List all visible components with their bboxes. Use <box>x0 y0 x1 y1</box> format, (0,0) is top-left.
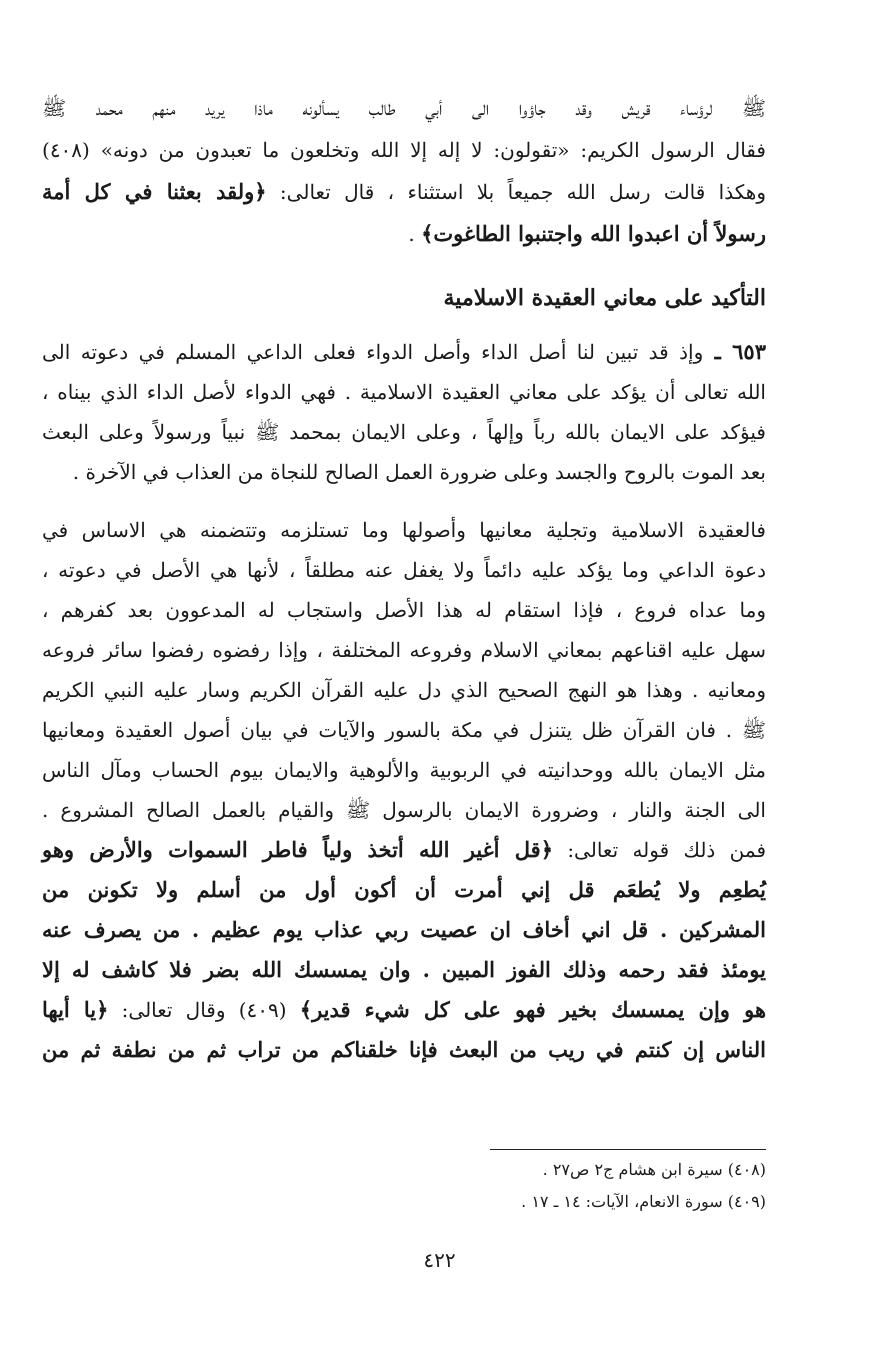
section-heading: التأكيد على معاني العقيدة الاسلامية <box>443 285 766 311</box>
paragraph-top-line <box>42 88 766 128</box>
bold-text: هو وإن يمسسك بخير فهو على كل شيء قدير﴾ <box>299 997 767 1022</box>
paragraph-aqida-line <box>42 870 766 910</box>
bold-text: ﴿ولقد بعثنا في كل أمة <box>42 179 267 204</box>
text-run: فقال الرسول الكريم: «تقولون: لا إله إلا الله وتخلعون ما تعبدون من دونه» (٤٠٨) <box>42 138 766 162</box>
text-run: بعد الموت بالروح والجسد وعلى ضرورة العمل الصالح للنجاة من العذاب في الآخرة . <box>72 460 766 484</box>
paragraph-top-line <box>42 214 766 254</box>
text-run: ﷺ . فان القرآن ظل يتنزل في مكة بالسور والآيات في بيان أصول العقيدة ومعانيها <box>42 718 766 742</box>
bold-text: ٦٥٣ ـ <box>703 339 766 364</box>
paragraph-aqida-line <box>42 590 766 630</box>
text-run: فالعقيدة الاسلامية وتجلية معانيها وأصولها وما تستلزمه وتتضمنه هي الاساس في <box>42 518 766 542</box>
paragraph-653-line <box>42 332 766 372</box>
text-run: الى الجنة والنار ، وضرورة الايمان بالرسول ﷺ والقيام بالعمل الصالح المشروع . <box>42 798 766 822</box>
bold-text: الناس إن كنتم في ريب من البعث فإنا خلقناكم من تراب ثم من نطفة ثم من <box>42 1037 766 1062</box>
paragraph-aqida-line <box>42 630 766 670</box>
text-run: الله تعالى أن يؤكد على معاني العقيدة الاسلامية . فهي الدواء لأصل الداء الذي بيناه ، <box>42 380 766 404</box>
paragraph-aqida-line <box>42 550 766 590</box>
paragraph-top-line <box>42 130 766 170</box>
paragraph-aqida-line <box>42 510 766 550</box>
text-run: . <box>408 222 422 246</box>
bold-text: ﴿قل أغير الله أتخذ ولياً فاطر السموات والأرض وهو <box>42 837 553 862</box>
paragraph-aqida-line <box>42 950 766 990</box>
paragraph-653-line <box>42 372 766 412</box>
paragraph-top-line <box>42 172 766 212</box>
footnote-409: (٤٠٩) سورة الانعام، الآيات: ١٤ ـ ١٧ . <box>521 1192 766 1211</box>
bold-text: المشركين . قل اني أخاف ان عصيت ربي عذاب يوم عظيم . من يصرف عنه <box>42 917 766 942</box>
text-run: فمن ذلك قوله تعالى: <box>553 838 767 862</box>
text-run: فيؤكد على الايمان بالله رباً وإلهاً ، وعلى الايمان بمحمد ﷺ نبياً ورسولاً وعلى البعث <box>42 420 766 444</box>
text-run: مثل الايمان بالله ووحدانيته في الربوبية والألوهية والايمان بيوم الحساب ومآل الناس <box>42 758 766 782</box>
text-run: ﷺ لرؤساء قريش وقد جاؤوا الى أبي طالب يسألونه ماذا يريد منهم محمد ﷺ <box>42 96 766 120</box>
paragraph-aqida-line <box>42 790 766 830</box>
text-run: وما عداه فروع ، فإذا استقام له هذا الأصل واستجاب له المدعوون بعد كفرهم ، <box>42 598 766 622</box>
bold-text: رسولاً أن اعبدوا الله واجتنبوا الطاغوت﴾ <box>421 221 766 246</box>
paragraph-aqida-line <box>42 990 766 1030</box>
text-run: سهل عليه اقناعهم بمعاني الاسلام وفروعه المختلفة ، وإذا رفضوه رفضوا سائر فروعه <box>42 638 766 662</box>
text-run: وإذ قد تبين لنا أصل الداء وأصل الدواء فعلى الداعي المسلم في دعوته الى <box>42 340 704 364</box>
bold-text: يُطعِم ولا يُطعَم قل إني أمرت أن أكون أول من أسلم ولا تكونن من <box>42 877 766 902</box>
text-run: وهكذا قالت رسل الله جميعاً بلا استثناء ، قال تعالى: <box>266 180 766 204</box>
text-run: دعوة الداعي وما يؤكد عليه دائماً ولا يغفل عنه مطلقاً ، لأنها هي الأصل في دعوته ، <box>42 558 766 582</box>
bold-text: يومئذ فقد رحمه وذلك الفوز المبين . وان يمسسك الله بضر فلا كاشف له إلا <box>42 957 766 982</box>
paragraph-aqida-line <box>42 910 766 950</box>
footnote-408: (٤٠٨) سيرة ابن هشام ج٢ ص٢٧ . <box>542 1160 766 1179</box>
paragraph-653-line <box>42 452 766 492</box>
page-number: ٤٢٢ <box>423 1248 456 1272</box>
text-run: (٤٠٩) وقال تعالى: <box>108 998 300 1022</box>
text-run: ومعانيه . وهذا هو النهج الصحيح الذي دل عليه القرآن الكريم وسار عليه النبي الكريم <box>42 678 766 702</box>
paragraph-aqida-line <box>42 830 766 870</box>
bold-text: ﴿يا أيها <box>42 997 109 1022</box>
paragraph-aqida-line <box>42 670 766 710</box>
paragraph-aqida-line <box>42 750 766 790</box>
paragraph-653-line <box>42 412 766 452</box>
paragraph-aqida-line <box>42 1030 766 1070</box>
paragraph-aqida-line <box>42 710 766 750</box>
footnote-separator <box>490 1149 766 1150</box>
